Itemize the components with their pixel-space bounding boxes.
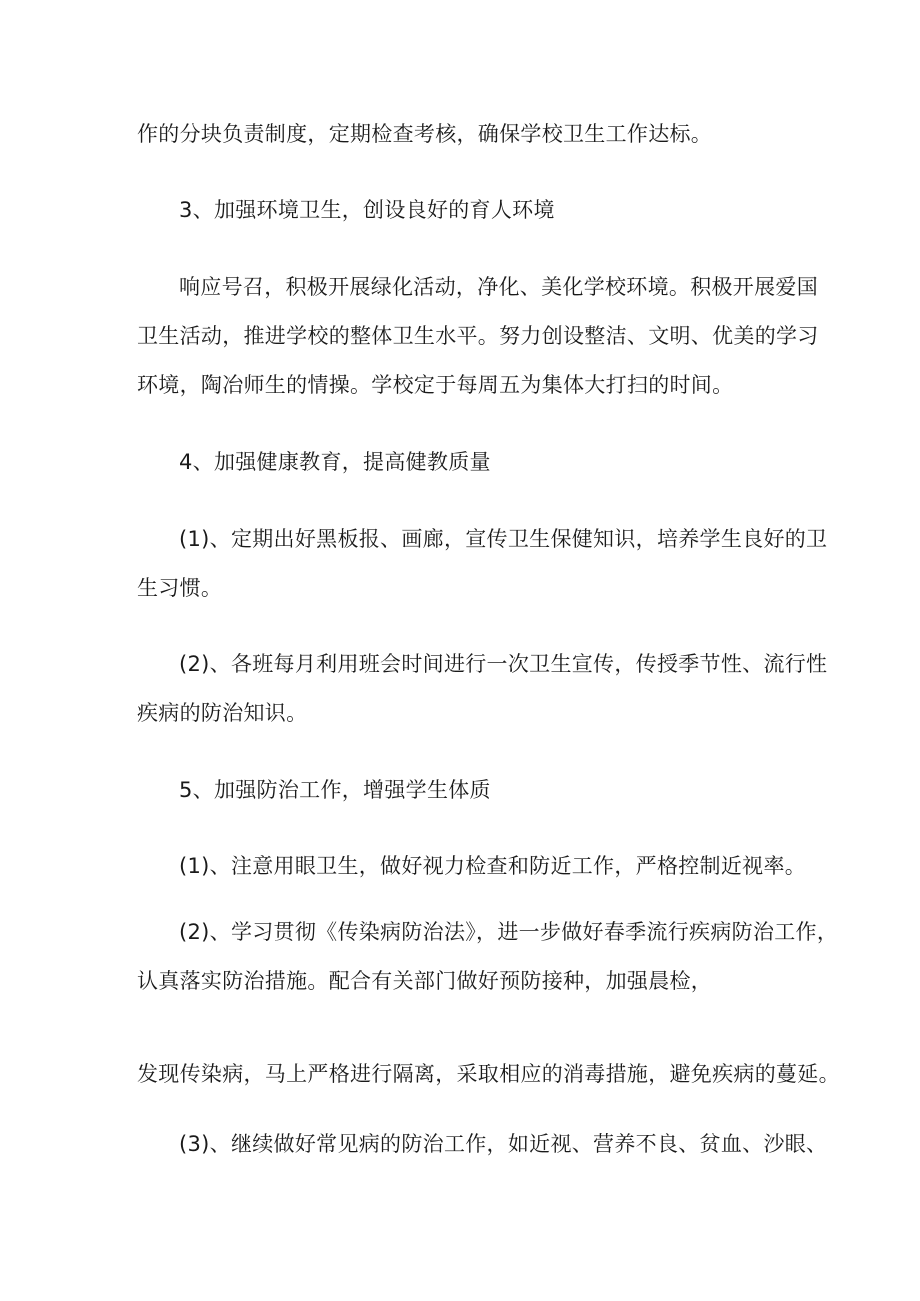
text-line-10: 疾病的防治知识。 <box>137 701 308 725</box>
text-line-7: (1)、定期出好黑板报、画廊，宣传卫生保健知识，培养学生良好的卫 <box>179 527 828 551</box>
section-heading-4: 4、加强健康教育，提高健教质量 <box>179 450 491 474</box>
text-line-3: 响应号召，积极开展绿化活动，净化、美化学校环境。积极开展爱国 <box>179 275 818 299</box>
text-line-4: 卫生活动，推进学校的整体卫生水平。努力创设整洁、文明、优美的学习 <box>137 324 819 348</box>
text-line-16: (3)、继续做好常见病的防治工作，如近视、营养不良、贫血、沙眼、 <box>179 1132 828 1156</box>
text-line-14: 认真落实防治措施。配合有关部门做好预防接种，加强晨检， <box>137 969 713 993</box>
text-line-8: 生习惯。 <box>137 576 223 600</box>
text-line-9: (2)、各班每月利用班会时间进行一次卫生宣传，传授季节性、流行性 <box>179 652 828 676</box>
text-line-12: (1)、注意用眼卫生，做好视力检查和防近工作，严格控制近视率。 <box>179 854 807 878</box>
section-heading-5: 5、加强防治工作，增强学生体质 <box>179 778 491 802</box>
text-line-15: 发现传染病，马上严格进行隔离，采取相应的消毒措施，避免疾病的蔓延。 <box>137 1062 840 1086</box>
section-heading-3: 3、加强环境卫生，创设良好的育人环境 <box>179 198 555 222</box>
text-line-5: 环境，陶冶师生的情操。学校定于每周五为集体大打扫的时间。 <box>137 373 734 397</box>
text-line-13: (2)、学习贯彻《传染病防治法》，进一步做好春季流行疾病防治工作， <box>179 920 839 944</box>
text-line-1: 作的分块负责制度，定期检查考核，确保学校卫生工作达标。 <box>137 122 713 146</box>
